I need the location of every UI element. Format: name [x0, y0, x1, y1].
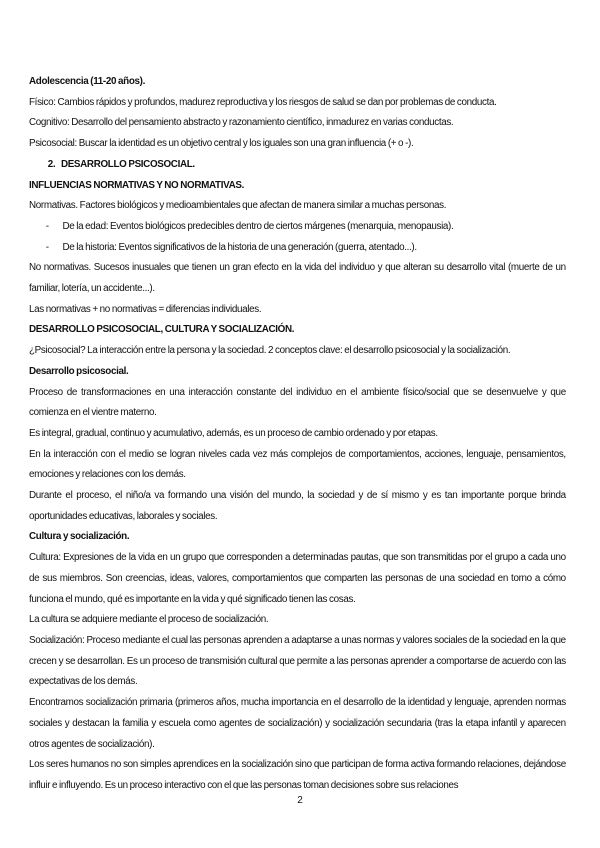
bullet-text: De la historia: Eventos significativos de la historia de una generación (guerra, atentado...).: [62, 241, 417, 253]
paragraph-proceso: Proceso de transformaciones en una interacción constante del individuo en el ambiente físico/social que se desenvuelve y que comienza en el vientre materno.: [29, 386, 566, 419]
heading-cultura-socializacion: Cultura y socialización.: [29, 531, 130, 543]
bullet-dash: -: [45, 241, 49, 253]
paragraph-encontramos: Encontramos socialización primaria (primeros años, mucha importancia en el desarrollo de la identidad y lenguaje, aprenden normas sociales y destacan la familia y escuela como agentes de socialización) y socialización secundaria (tras la etapa infantil y aparecen otros agentes de socialización).: [29, 697, 566, 750]
list-item: [29, 238, 566, 259]
document-page: [29, 72, 566, 797]
page-number: 2: [297, 795, 303, 806]
paragraph-cultura: Cultura: Expresiones de la vida en un grupo que corresponden a determinadas pautas, que son transmitidas por el grupo a cada uno de sus miembros. Son creencias, ideas, valores, comportamientos que comparten las personas de una sociedad en torno a cómo funciona el mundo, qué es importante en la vida y qué significado tienen las cosas.: [29, 552, 566, 605]
paragraph-durante: Durante el proceso, el niño/a va formando una visión del mundo, la sociedad y de sí mismo y es tan importante porque brinda oportunidades educativas, laborales y sociales.: [29, 490, 566, 522]
paragraph-fisico: Físico: Cambios rápidos y profundos, madurez reproductiva y los riesgos de salud se dan por problemas de conducta.: [29, 96, 497, 108]
bullet-dash: -: [45, 220, 49, 232]
paragraph-sum: Las normativas + no normativas = diferencias individuales.: [29, 303, 262, 315]
paragraph-cognitivo: Cognitivo: Desarrollo del pensamiento abstracto y razonamiento científico, inmadurez en varias conductas.: [29, 117, 454, 129]
heading-desarrollo-psicosocial: Desarrollo psicosocial.: [29, 365, 129, 377]
paragraph-no-normativas: No normativas. Sucesos inusuales que tienen un gran efecto en la vida del individuo y que alteran su desarrollo vital (muerte de un familiar, lotería, un accidente...).: [29, 262, 566, 295]
paragraph-interaccion: En la interacción con el medio se logran niveles cada vez más complejos de comportamientos, acciones, lenguaje, pensamientos, emociones y relaciones con los demás.: [29, 448, 566, 481]
heading-desarrollo-cultura-socializacion: DESARROLLO PSICOSOCIAL, CULTURA Y SOCIALIZACIÓN.: [29, 324, 295, 336]
paragraph-adquiere: La cultura se adquiere mediante el proceso de socialización.: [29, 614, 269, 626]
paragraph-psicosocial-question: ¿Psicosocial? La interacción entre la persona y la sociedad. 2 conceptos clave: el desarrollo psicosocial y la socialización.: [29, 345, 511, 357]
paragraph-socializacion: Socialización: Proceso mediante el cual las personas aprenden a adaptarse a unas normas y valores sociales de la sociedad en la que crecen y se desarrollan. Es un proceso de transmisión cultural que permite a las personas aprender a comportarse de acuerdo con las expectativas de los demás.: [29, 634, 566, 688]
section-heading-desarrollo-psicosocial: 2. DESARROLLO PSICOSOCIAL.: [47, 158, 195, 170]
paragraph-seres-humanos: Los seres humanos no son simples aprendices en la socialización sino que participan de forma activa formando relaciones, dejándose influir e influyendo. Es un proceso interactivo con el que las personas toman decisiones sobre sus relaciones: [29, 759, 566, 791]
list-item: [29, 217, 566, 238]
heading-adolescencia: Adolescencia (11-20 años).: [29, 76, 145, 87]
paragraph-psicosocial: Psicosocial: Buscar la identidad es un objetivo central y los iguales son una gran influencia (+ o -).: [29, 138, 414, 150]
heading-influencias: INFLUENCIAS NORMATIVAS Y NO NORMATIVAS.: [29, 179, 244, 191]
paragraph-normativas: Normativas. Factores biológicos y medioambientales que afectan de manera similar a muchas personas.: [29, 200, 447, 212]
paragraph-integral: Es integral, gradual, continuo y acumulativo, además, es un proceso de cambio ordenado y por etapas.: [29, 427, 438, 439]
bullet-text: De la edad: Eventos biológicos predecibles dentro de ciertos márgenes (menarquia, menopausia).: [62, 220, 454, 232]
